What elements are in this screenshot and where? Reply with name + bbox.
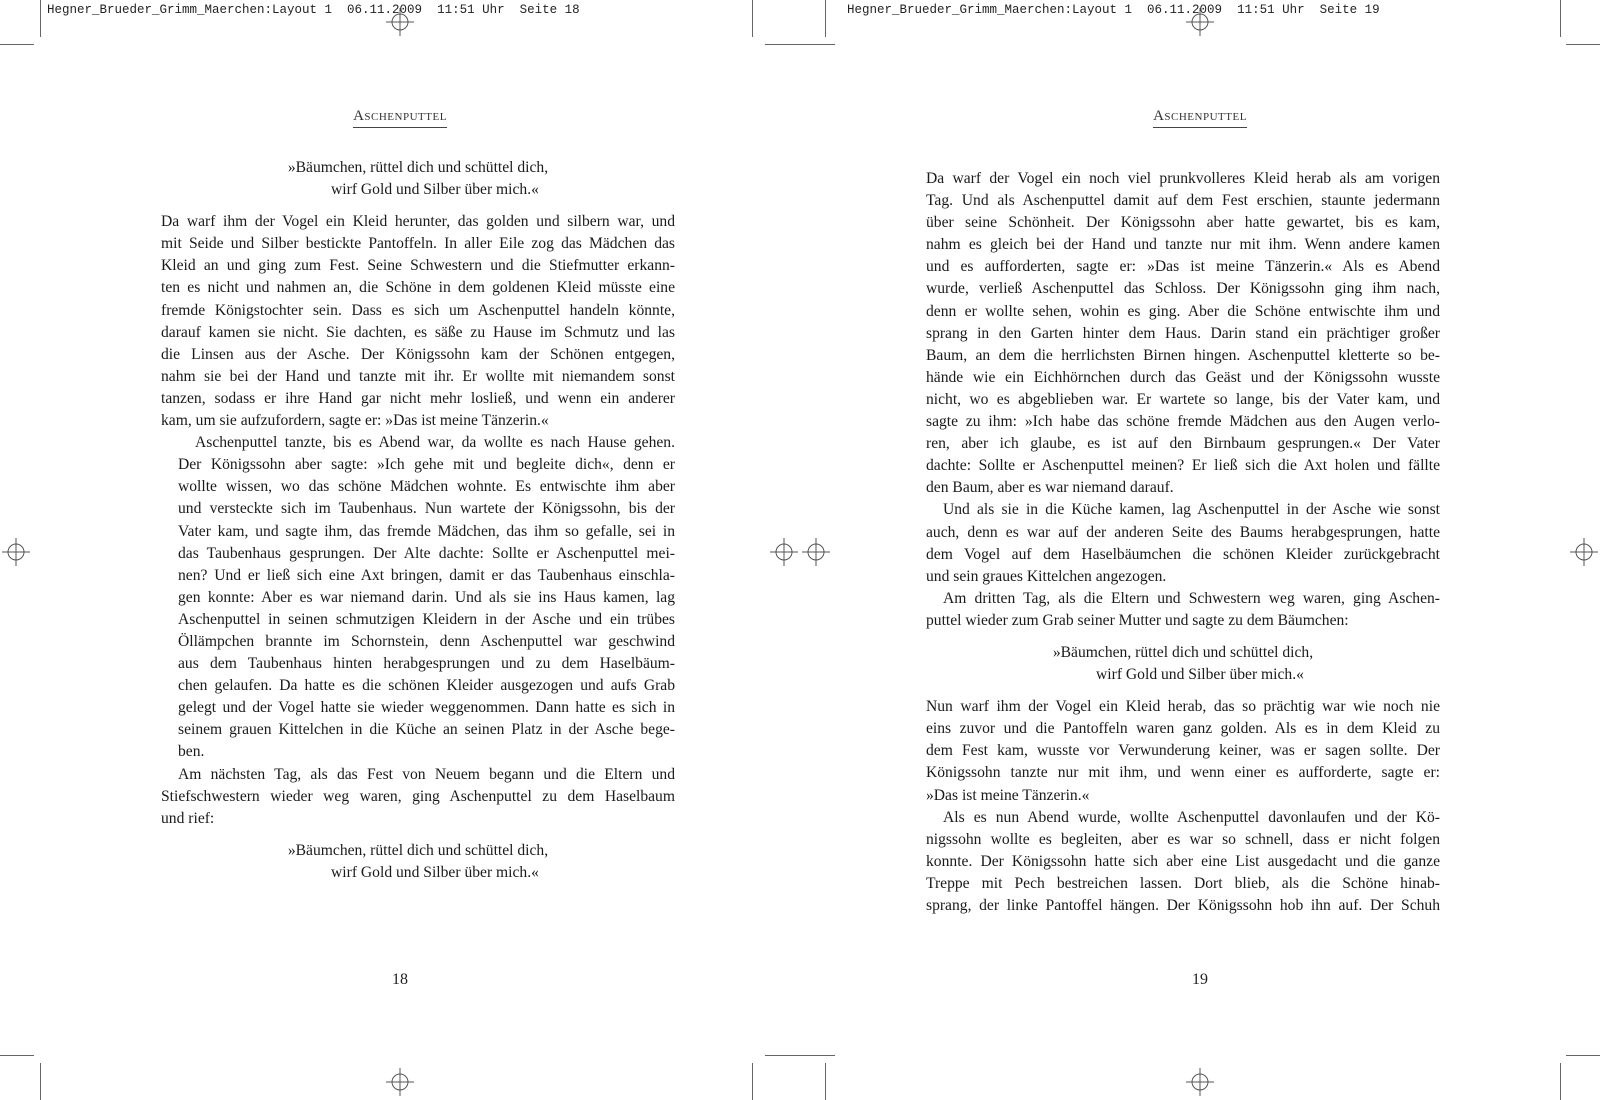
verse-line: wirf Gold und Silber über mich.« (331, 181, 539, 199)
text-line: gelegt und der Vogel hatte sie wieder weggenommen. Dann hatte es sich in (178, 699, 675, 717)
text-line: Kleid an und ging zum Fest. Seine Schwestern und die Stiefmutter erkann- (161, 257, 675, 275)
text-line: Vater kam, und sagte ihm, das fremde Mädchen, das ihm so gefalle, sei in (178, 522, 675, 540)
verse-line: »Bäumchen, rüttel dich und schüttel dich, (1052, 643, 1314, 661)
page-number: 18 (392, 971, 408, 988)
page-number: 19 (1192, 971, 1208, 988)
body-text (161, 157, 675, 894)
crop-mark (765, 44, 800, 45)
registration-mark-icon (386, 8, 414, 36)
text-line: Am nächsten Tag, als das Fest von Neuem begann und die Eltern und (178, 765, 675, 783)
text-line: konnte. Der Königssohn hatte sich aber eine List ausgedacht und die ganze (926, 852, 1440, 870)
body-text (926, 168, 1440, 917)
paragraph (161, 764, 675, 830)
page-right (800, 0, 1600, 1100)
crop-mark (1566, 1055, 1600, 1056)
text-line: mit Seide und Silber bestickte Pantoffeln. In aller Eile zog das Mädchen das (161, 235, 675, 253)
text-line: tanzen, sodass er ihre Hand gar nicht mehr losließ, und wenn ein anderer (161, 389, 675, 407)
running-head (800, 108, 1600, 128)
paragraph (161, 211, 675, 432)
text-line: eins zuvor und die Pantoffeln waren ganz golden. Als es in dem Kleid zu (926, 720, 1440, 738)
text-line: nahm es gleich bei der Hand und tanzte nur mit ihm. Wenn andere kamen (926, 236, 1440, 254)
verse-line: wirf Gold und Silber über mich.« (331, 863, 539, 881)
running-head-title: Aschenputtel (1153, 108, 1247, 128)
text-line: ten es nicht und nahmen an, die Schöne in dem goldenen Kleid müsste eine (161, 279, 675, 297)
text-line: Da warf ihm der Vogel ein Kleid herunter, das golden und silbern war, und (161, 213, 675, 231)
text-line: Nun warf ihm der Vogel ein Kleid herab, das so prächtig war wie noch nie (926, 698, 1440, 716)
text-line: und sein graues Kittelchen angezogen. (926, 567, 1167, 585)
text-line: und versteckte sich im Taubenhaus. Nun wartete der Königssohn, bis der (178, 500, 675, 518)
text-line: Da warf der Vogel ein noch viel prunkvolleres Kleid herab als am vorigen (926, 170, 1440, 187)
text-line: hände wie ein Eichhörnchen durch das Geäst und der Königssohn wusste (926, 368, 1440, 386)
text-line: Treppe mit Pech bestreichen lassen. Dort blieb, als die Schöne hinab- (926, 874, 1440, 892)
text-line: Als es nun Abend wurde, wollte Aschenputtel davonlaufen und der Kö- (943, 808, 1440, 826)
text-line: nen? Und er ließ sich eine Axt bringen, damit er das Taubenhaus einschla- (178, 566, 675, 584)
paragraph (926, 499, 1440, 587)
text-line: die Linsen aus der Asche. Der Königssohn kam der Schönen entgegen, (161, 345, 675, 363)
text-line: kam, um sie aufzufordern, sagte er: »Das ist meine Tänzerin.« (161, 412, 549, 430)
paragraph (926, 168, 1440, 499)
text-line: dem Fest kam, wusste vor Verwunderung keiner, was er sagen sollte. Der (926, 742, 1440, 760)
text-line: nicht, wo es abgeblieben war. Er wartete so lange, bis der Vater kam, und (926, 390, 1440, 408)
crop-mark (752, 0, 753, 37)
registration-mark-icon (386, 1068, 414, 1096)
text-line: Königssohn tanzte nur mit ihm, und wenn einer es aufforderte, sagte er: (926, 764, 1440, 782)
verse-line: wirf Gold und Silber über mich.« (1096, 666, 1304, 684)
text-line: seinem grauen Kittelchen in die Küche an seinen Platz in der Asche bege- (178, 721, 675, 739)
text-line: über seine Schönheit. Der Königssohn aber hatte gewartet, bis es kam, (926, 214, 1440, 232)
registration-mark-icon (1186, 1068, 1214, 1096)
text-line: Öllämpchen brannte im Schornstein, denn Aschenputtel war geschwind (178, 632, 675, 650)
text-line: wurde, verließ Aschenputtel das Schloss. Der Königssohn ging ihm nach, (926, 280, 1440, 298)
crop-mark (765, 1055, 800, 1056)
slug-line: Hegner_Brueder_Grimm_Maerchen:Layout 1 06.11.2009 11:51 Uhr Seite 19 (847, 3, 1380, 17)
text-line: gen konnte: Aber es war niemand darin. Und als sie ins Haus kamen, lag (178, 588, 675, 606)
text-line: nigssohn wollte es begleiten, aber es war so schnell, dass er nicht folgen (926, 830, 1440, 848)
text-line: nahm sie bei der Hand und tanzte mit ihr. Er wollte mit niemandem sonst (161, 367, 675, 385)
crop-mark (800, 44, 835, 45)
text-line: puttel wieder zum Grab seiner Mutter und sagte zu dem Bäumchen: (926, 611, 1349, 629)
text-line: Am dritten Tag, als die Eltern und Schwestern weg waren, ging Aschen- (943, 589, 1440, 607)
text-line: auch, denn es war auf der anderen Seite des Baums herabgesprungen, hatte (926, 523, 1440, 541)
slug-line: Hegner_Brueder_Grimm_Maerchen:Layout 1 06.11.2009 11:51 Uhr Seite 18 (47, 3, 580, 17)
crop-mark (752, 1063, 753, 1100)
text-line: wollte wissen, wo das schöne Mädchen wohnte. Es entwischte ihm aber (178, 478, 675, 496)
crop-mark (825, 1063, 826, 1100)
text-line: Baum, an dem die herrlichsten Birnen hingen. Aschenputtel kletterte so be- (926, 346, 1440, 364)
text-line: und es aufforderten, sagte er: »Das ist meine Tänzerin.« Als es Abend (926, 258, 1440, 276)
text-line: ben. (178, 743, 205, 761)
crop-mark (0, 1055, 34, 1056)
verse (161, 840, 675, 884)
registration-mark-icon (2, 538, 30, 566)
text-line: chen gelaufen. Da hatte es die schönen Kleider ausgezogen und aufs Grab (178, 677, 675, 695)
text-line: dachte: Sollte er Aschenputtel meinen? Er ließ sich die Axt holen und fällte (926, 457, 1440, 475)
text-line: Aschenputtel tanzte, bis es Abend war, da wollte es nach Hause gehen. (195, 434, 675, 452)
verse (161, 157, 675, 201)
text-line: sprang, der linke Pantoffel hängen. Der Königssohn hob ihn auf. Der Schuh (926, 897, 1440, 914)
text-line: denn er wollte sehen, wohin es ging. Aber die Schöne entwischte ihm und (926, 302, 1440, 320)
paragraph (926, 696, 1440, 806)
text-line: Aschenputtel in seinen schmutzigen Kleidern in der Asche und ein trübes (178, 610, 675, 628)
text-line: dem Vogel auf dem Haselbäumchen die schönen Kleider zurückgebracht (926, 545, 1440, 563)
text-line: darauf kamen sie nicht. Sie dachten, es säße zu Hause im Schmutz und las (161, 323, 675, 341)
text-line: Der Königssohn aber sagte: »Ich gehe mit und begleite dich«, denn er (178, 456, 675, 474)
crop-mark (40, 1063, 41, 1100)
registration-mark-icon (1186, 8, 1214, 36)
crop-mark (825, 0, 826, 37)
text-line: sprang in den Garten hinter dem Haus. Darin stand ein prächtiger großer (926, 324, 1440, 342)
verse-line: »Bäumchen, rüttel dich und schüttel dich, (287, 841, 549, 859)
crop-mark (1560, 1063, 1561, 1100)
crop-mark (800, 1055, 835, 1056)
text-line: »Das ist meine Tänzerin.« (926, 786, 1090, 804)
crop-mark (1560, 0, 1561, 37)
running-head (0, 108, 800, 128)
paragraph (926, 588, 1440, 632)
text-line: aus dem Taubenhaus hinten herabgesprungen und zu dem Haselbäum- (178, 655, 675, 673)
crop-mark (0, 44, 34, 45)
text-line: fremde Königstochter sein. Dass es sich um Aschenputtel handeln könnte, (161, 301, 675, 319)
text-line: das Taubenhaus gesprungen. Der Alte dachte: Sollte er Aschenputtel mei- (178, 544, 675, 562)
crop-mark (1566, 44, 1600, 45)
registration-mark-icon (770, 538, 798, 566)
verse-line: »Bäumchen, rüttel dich und schüttel dich, (287, 159, 549, 176)
text-line: ren, aber ich glaube, es ist auf den Birnbaum gesprungen.« Der Vater (926, 435, 1440, 453)
text-line: Tag. Und als Aschenputtel damit auf dem Fest erschien, staunte jedermann (926, 192, 1440, 210)
text-line: den Baum, aber es war niemand darauf. (926, 479, 1174, 497)
verse (926, 642, 1440, 686)
text-line: und rief: (161, 809, 215, 827)
text-line: Und als sie in die Küche kamen, lag Aschenputtel in der Asche wie sonst (943, 501, 1440, 519)
paragraph (926, 807, 1440, 917)
running-head-title: Aschenputtel (353, 108, 447, 128)
registration-mark-icon (1570, 538, 1598, 566)
text-line: Stiefschwestern wieder weg waren, ging Aschenputtel zu dem Haselbaum (161, 787, 675, 805)
paragraph (161, 432, 675, 763)
registration-mark-icon (802, 538, 830, 566)
text-line: sagte zu ihm: »Ich habe das schöne fremde Mädchen aus den Augen verlo- (926, 413, 1440, 431)
crop-mark (40, 0, 41, 37)
